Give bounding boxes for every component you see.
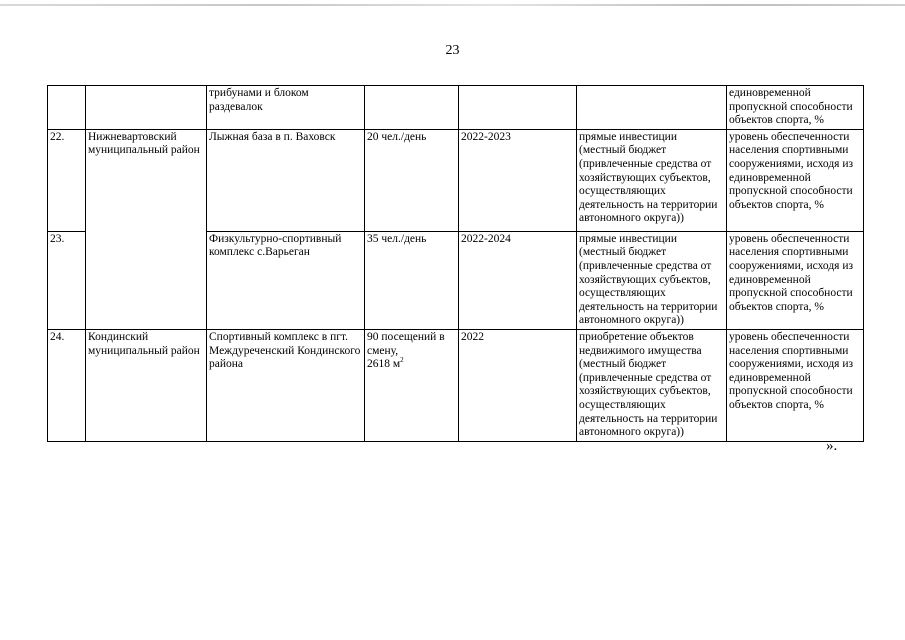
table-row: [48, 86, 864, 130]
capacity-visits: 90 посещений в смену,: [367, 330, 445, 357]
indicator-cell: уровень обеспеченности населения спортивными сооружениями, исходя из единовременной пропускной способности объектов спорта, %: [727, 231, 864, 329]
area-superscript: 2: [400, 356, 404, 365]
object-cell: Физкультурно-спортивный комплекс с.Варьеган: [207, 231, 365, 329]
district-cell: Кондинский муниципальный район: [86, 329, 207, 441]
capacity-cell: 20 чел./день: [365, 129, 459, 231]
capacity-cell: [365, 329, 459, 441]
funding-cell: приобретение объектов недвижимого имущества (местный бюджет (привлеченные средства от хозяйствующих субъектов, осуществляющих деятельность на территории автономного округа)): [577, 329, 727, 441]
indicator-cell: уровень обеспеченности населения спортивными сооружениями, исходя из единовременной пропускной способности объектов спорта, %: [727, 129, 864, 231]
row-number: 22.: [48, 129, 86, 231]
years-cell: 2022: [459, 329, 577, 441]
table-row: [48, 329, 864, 441]
capacity-cell: [365, 86, 459, 130]
table-row: [48, 129, 864, 231]
funding-cell: прямые инвестиции (местный бюджет (привлеченные средства от хозяйствующих субъектов, осуществляющих деятельность на территории автономного округа)): [577, 129, 727, 231]
funding-cell: [577, 86, 727, 130]
funding-cell: прямые инвестиции (местный бюджет (привлеченные средства от хозяйствующих субъектов, осуществляющих деятельность на территории автономного округа)): [577, 231, 727, 329]
years-cell: [459, 86, 577, 130]
capacity-cell: 35 чел./день: [365, 231, 459, 329]
object-cell: Лыжная база в п. Ваховск: [207, 129, 365, 231]
indicator-cell: единовременной пропускной способности объектов спорта, %: [727, 86, 864, 130]
closing-quote-mark: ».: [826, 438, 838, 454]
object-cell: трибунами и блоком раздевалок: [207, 86, 365, 130]
years-cell: 2022-2024: [459, 231, 577, 329]
row-number: [48, 86, 86, 130]
indicator-cell: уровень обеспеченности населения спортивными сооружениями, исходя из единовременной пропускной способности объектов спорта, %: [727, 329, 864, 441]
page-number: 23: [445, 43, 460, 58]
row-number: 24.: [48, 329, 86, 441]
scan-edge-line: [0, 4, 905, 6]
object-cell: Спортивный комплекс в пгт. Междуреченский Кондинского района: [207, 329, 365, 441]
row-number: 23.: [48, 231, 86, 329]
data-table: [47, 85, 864, 442]
district-cell: Нижневартовский муниципальный район: [86, 129, 207, 329]
district-cell: [86, 86, 207, 130]
years-cell: 2022-2023: [459, 129, 577, 231]
capacity-area: 2618 м: [367, 358, 401, 371]
